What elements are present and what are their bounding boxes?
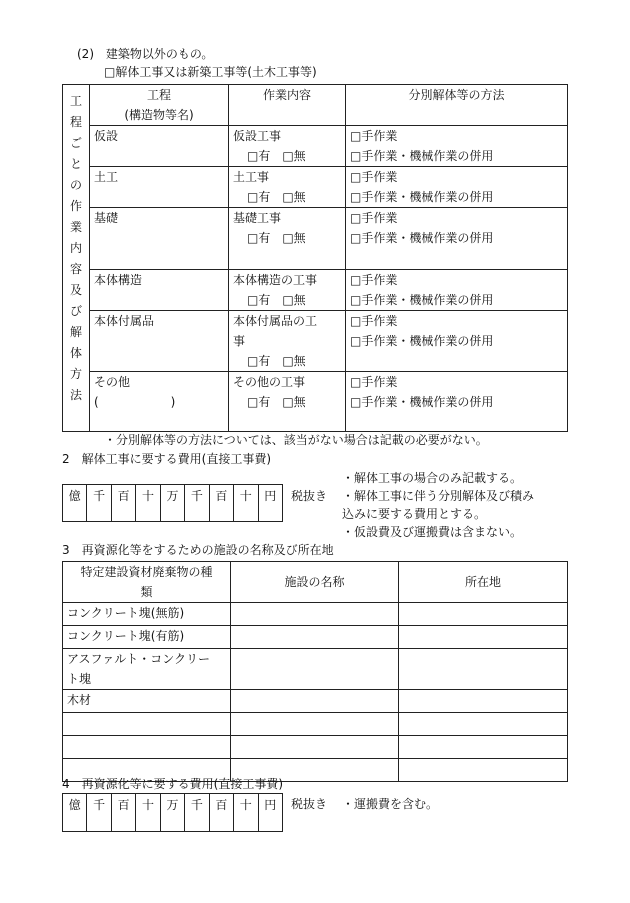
- header-material: 特定建設資材廃棄物の種 類: [63, 562, 231, 603]
- table-row: [63, 208, 568, 270]
- method-combined-checkbox[interactable]: □手作業・機械作業の併用: [350, 293, 494, 307]
- method-cell: [346, 167, 568, 208]
- facility-table: [62, 561, 568, 782]
- methods-note: ・分別解体等の方法については、該当がない場合は記載の必要がない。: [104, 433, 488, 447]
- facility-input[interactable]: [231, 690, 399, 713]
- process-cell: その他 ( ): [90, 372, 229, 432]
- location-input[interactable]: [399, 713, 568, 736]
- table-row: [63, 603, 568, 626]
- method-manual-checkbox[interactable]: □手作業: [350, 314, 398, 328]
- cost-note: ・仮設費及び運搬費は含まない。: [342, 525, 523, 539]
- presence-checkbox[interactable]: □有 □無: [247, 354, 306, 368]
- method-combined-checkbox[interactable]: □手作業・機械作業の併用: [350, 395, 494, 409]
- header-method: 分別解体等の方法: [346, 85, 568, 126]
- unit-cell[interactable]: 十: [234, 794, 258, 832]
- unit-cell[interactable]: 千: [185, 794, 209, 832]
- method-cell: [346, 372, 568, 432]
- recycling-cost-note: ・運搬費を含む。: [342, 797, 439, 811]
- unit-cell[interactable]: 十: [234, 485, 258, 522]
- table-row: [63, 690, 568, 713]
- presence-checkbox[interactable]: □有 □無: [247, 293, 306, 307]
- location-input[interactable]: [399, 690, 568, 713]
- unit-cell[interactable]: 万: [160, 794, 184, 832]
- material-cell: コンクリート塊(無筋): [63, 603, 231, 626]
- table-row: [63, 372, 568, 432]
- method-combined-checkbox[interactable]: □手作業・機械作業の併用: [350, 190, 494, 204]
- method-cell: [346, 270, 568, 311]
- material-cell: アスファルト・コンクリー ト塊: [63, 649, 231, 690]
- table-row: [63, 626, 568, 649]
- presence-checkbox[interactable]: □有 □無: [247, 149, 306, 163]
- presence-checkbox[interactable]: □有 □無: [247, 190, 306, 204]
- unit-cell[interactable]: 千: [87, 794, 111, 832]
- material-input[interactable]: [63, 736, 231, 759]
- method-combined-checkbox[interactable]: □手作業・機械作業の併用: [350, 231, 494, 245]
- facility-input[interactable]: [231, 603, 399, 626]
- unit-cell[interactable]: 十: [136, 485, 160, 522]
- unit-cell[interactable]: 千: [185, 485, 209, 522]
- tax-label: 税抜き: [291, 797, 328, 811]
- works-table: [62, 84, 568, 432]
- facility-input[interactable]: [231, 626, 399, 649]
- cost-note: 込みに要する費用とする。: [342, 507, 487, 521]
- cost-unit-grid: [62, 484, 283, 522]
- cost-note: ・解体工事の場合のみ記載する。: [342, 471, 523, 485]
- material-input[interactable]: [63, 713, 231, 736]
- method-manual-checkbox[interactable]: □手作業: [350, 129, 398, 143]
- unit-cell[interactable]: 億: [63, 485, 87, 522]
- table-row: [63, 311, 568, 372]
- work-cell: 土工事 □有 □無: [229, 167, 346, 208]
- section-heading: [77, 47, 213, 62]
- location-input[interactable]: [399, 603, 568, 626]
- unit-cell[interactable]: 百: [111, 794, 135, 832]
- header-work: 作業内容: [229, 85, 346, 126]
- work-cell: 仮設工事 □有 □無: [229, 126, 346, 167]
- presence-checkbox[interactable]: □有 □無: [247, 395, 306, 409]
- process-cell: 土工: [90, 167, 229, 208]
- recycling-cost-unit-grid: [62, 793, 283, 832]
- header-location: 所在地: [399, 562, 568, 603]
- location-input[interactable]: [399, 626, 568, 649]
- unit-cell[interactable]: 万: [160, 485, 184, 522]
- section-number: (2): [77, 47, 94, 61]
- header-process: 工程 (構造物等名): [90, 85, 229, 126]
- tax-label: 税抜き: [291, 489, 328, 503]
- table-row: [63, 126, 568, 167]
- facility-input[interactable]: [231, 736, 399, 759]
- header-facility: 施設の名称: [231, 562, 399, 603]
- recycling-cost-heading: 4 再資源化等に要する費用(直接工事費): [62, 777, 283, 791]
- work-cell: 本体構造の工事 □有 □無: [229, 270, 346, 311]
- facility-input[interactable]: [231, 649, 399, 690]
- unit-cell[interactable]: 億: [63, 794, 87, 832]
- table-row: [63, 736, 568, 759]
- table-row: [63, 649, 568, 690]
- work-cell: 本体付属品の工 事 □有 □無: [229, 311, 346, 372]
- method-manual-checkbox[interactable]: □手作業: [350, 170, 398, 184]
- process-cell: 仮設: [90, 126, 229, 167]
- method-cell: [346, 208, 568, 270]
- unit-cell[interactable]: 千: [87, 485, 111, 522]
- method-manual-checkbox[interactable]: □手作業: [350, 273, 398, 287]
- location-input[interactable]: [399, 736, 568, 759]
- method-cell: [346, 126, 568, 167]
- unit-cell[interactable]: 百: [209, 794, 233, 832]
- material-cell: 木材: [63, 690, 231, 713]
- unit-cell[interactable]: 十: [136, 794, 160, 832]
- table-row: [63, 270, 568, 311]
- location-input[interactable]: [399, 759, 568, 782]
- location-input[interactable]: [399, 649, 568, 690]
- process-cell: 本体付属品: [90, 311, 229, 372]
- method-combined-checkbox[interactable]: □手作業・機械作業の併用: [350, 334, 494, 348]
- work-cell: その他の工事 □有 □無: [229, 372, 346, 432]
- process-other-input[interactable]: ( ): [94, 395, 176, 409]
- table-row: [63, 167, 568, 208]
- facility-heading: 3 再資源化等をするための施設の名称及び所在地: [62, 543, 334, 557]
- side-label: 工 程 ご と の 作 業 内 容 及 び 解 体 方 法: [63, 85, 90, 432]
- kind-option-checkbox[interactable]: □解体工事又は新築工事等(土木工事等): [104, 65, 317, 79]
- method-manual-checkbox[interactable]: □手作業: [350, 211, 398, 225]
- method-manual-checkbox[interactable]: □手作業: [350, 375, 398, 389]
- unit-cell[interactable]: 百: [111, 485, 135, 522]
- process-cell: 基礎: [90, 208, 229, 270]
- cost-note: ・解体工事に伴う分別解体及び積み: [342, 489, 535, 503]
- unit-cell[interactable]: 円: [258, 485, 283, 522]
- facility-input[interactable]: [231, 713, 399, 736]
- presence-checkbox[interactable]: □有 □無: [247, 231, 306, 245]
- method-cell: [346, 311, 568, 372]
- material-cell: コンクリート塊(有筋): [63, 626, 231, 649]
- section-title: 建築物以外のもの。: [105, 47, 214, 61]
- table-row: [63, 713, 568, 736]
- work-cell: 基礎工事 □有 □無: [229, 208, 346, 270]
- unit-cell[interactable]: 百: [209, 485, 233, 522]
- method-combined-checkbox[interactable]: □手作業・機械作業の併用: [350, 149, 494, 163]
- unit-cell[interactable]: 円: [258, 794, 283, 832]
- process-cell: 本体構造: [90, 270, 229, 311]
- cost-heading: 2 解体工事に要する費用(直接工事費): [62, 452, 271, 466]
